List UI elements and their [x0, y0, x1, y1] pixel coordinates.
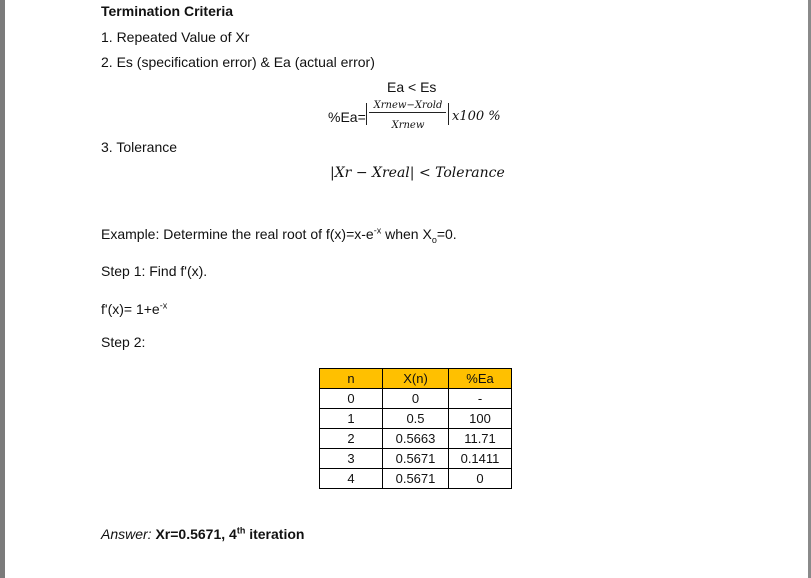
cell-xn: 0.5663 — [383, 429, 449, 449]
table-row — [320, 469, 512, 489]
answer-label: Answer: — [101, 526, 152, 542]
formula-tolerance: |Xr − Xreal| < Tolerance — [330, 165, 505, 181]
table-row — [320, 449, 512, 469]
cell-n: 1 — [320, 409, 383, 429]
example-text-2: when X — [381, 226, 432, 242]
table-row — [320, 389, 512, 409]
answer-value: Xr=0.5671, 4 — [151, 526, 237, 542]
example-text-1: Example: Determine the real root of f(x)=x-e — [101, 226, 374, 242]
example-statement — [101, 225, 457, 245]
table-row — [320, 429, 512, 449]
formula-ea-lt-es: Ea < Es — [387, 79, 437, 95]
cell-xn: 0 — [383, 389, 449, 409]
fraction-line — [369, 112, 446, 113]
formula-denominator: Xrnew — [391, 120, 425, 131]
iteration-table — [319, 368, 512, 489]
example-text-3: =0. — [436, 226, 457, 242]
left-border — [0, 0, 5, 578]
cell-ea: - — [449, 389, 512, 409]
derivative — [101, 301, 167, 317]
criterion-2: 2. Es (specification error) & Ea (actual error) — [101, 54, 375, 70]
formula-lhs: %Ea= — [328, 109, 366, 125]
cell-n: 2 — [320, 429, 383, 449]
formula-rhs: x100 % — [452, 109, 501, 124]
cell-ea: 0.1411 — [449, 449, 512, 469]
section-heading: Termination Criteria — [101, 3, 233, 19]
cell-n: 4 — [320, 469, 383, 489]
answer — [101, 526, 304, 542]
step-1: Step 1: Find f'(x). — [101, 263, 208, 279]
cell-ea: 100 — [449, 409, 512, 429]
table-header-row — [320, 369, 512, 389]
header-n: n — [320, 369, 383, 389]
abs-bar-left — [366, 103, 367, 125]
cell-n: 0 — [320, 389, 383, 409]
cell-ea: 11.71 — [449, 429, 512, 449]
formula-numerator: Xrnew−Xrold — [373, 100, 443, 111]
example-subscript: o — [431, 234, 437, 245]
answer-superscript: th — [236, 525, 246, 536]
criterion-1: 1. Repeated Value of Xr — [101, 29, 250, 45]
derivative-exponent: -x — [159, 300, 168, 311]
header-xn: X(n) — [383, 369, 449, 389]
answer-tail: iteration — [245, 526, 305, 542]
criterion-3: 3. Tolerance — [101, 139, 178, 155]
cell-xn: 0.5671 — [383, 449, 449, 469]
cell-xn: 0.5671 — [383, 469, 449, 489]
cell-n: 3 — [320, 449, 383, 469]
step-2: Step 2: — [101, 334, 146, 350]
derivative-text: f'(x)= 1+e — [101, 301, 160, 317]
abs-bar-right — [448, 103, 449, 125]
example-exponent: -x — [373, 225, 382, 236]
table-row — [320, 409, 512, 429]
cell-xn: 0.5 — [383, 409, 449, 429]
header-ea: %Ea — [449, 369, 512, 389]
cell-ea: 0 — [449, 469, 512, 489]
